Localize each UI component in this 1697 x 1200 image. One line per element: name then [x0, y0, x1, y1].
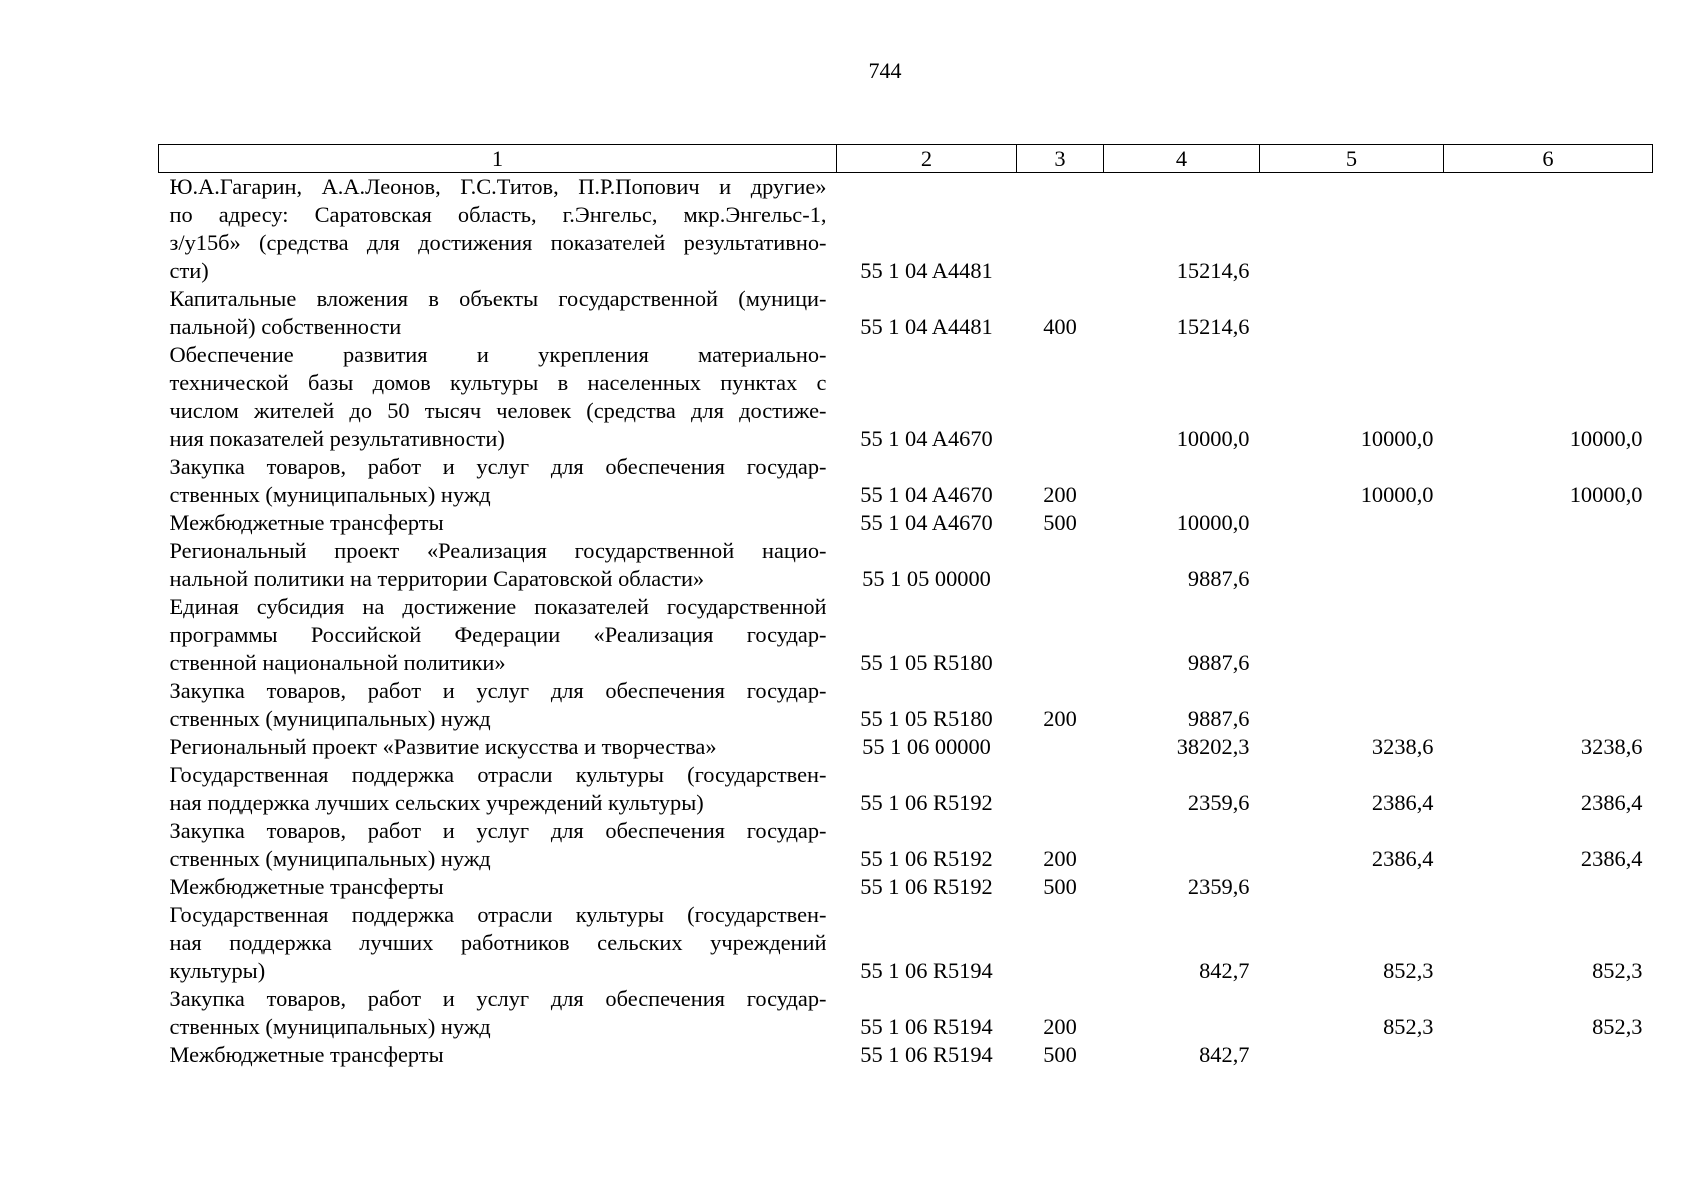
amount-year-2: 10000,0 — [1360, 482, 1434, 507]
target-article-code: 55 1 05 R5180 — [860, 706, 993, 731]
expense-type-code — [1017, 537, 1104, 593]
row-description — [159, 285, 837, 341]
description-line: Региональный проект «Реализация государственной нацио- — [169, 538, 827, 563]
expense-type-code: 200 — [1043, 482, 1077, 507]
table-row — [159, 453, 1653, 509]
table-row — [159, 537, 1653, 593]
table-row — [159, 173, 1653, 286]
table-header — [159, 145, 1653, 173]
expense-type-code — [1017, 173, 1104, 286]
description-line: ственных (муниципальных) нужд — [169, 706, 491, 731]
description-line: сти) — [169, 258, 209, 283]
amount-year-3 — [1444, 677, 1653, 733]
target-article-code: 55 1 04 A4670 — [860, 426, 993, 451]
row-description — [159, 173, 837, 286]
table-row — [159, 285, 1653, 341]
table-body — [159, 173, 1653, 1070]
table-row — [159, 1041, 1653, 1069]
description-line: ственной национальной политики» — [169, 650, 506, 675]
row-description — [159, 677, 837, 733]
target-article-code: 55 1 06 R5194 — [860, 958, 993, 983]
description-line: Межбюджетные трансферты — [169, 1042, 444, 1067]
target-article-code: 55 1 06 R5194 — [860, 1014, 993, 1039]
budget-table — [158, 144, 1653, 1069]
description-line: технической базы домов культуры в населенных пунктах с — [169, 370, 827, 395]
description-line: ния показателей результативности) — [169, 426, 505, 451]
expense-type-code — [1017, 901, 1104, 985]
table-row — [159, 733, 1653, 761]
amount-year-2: 3238,6 — [1371, 734, 1434, 759]
target-article-code: 55 1 04 A4670 — [860, 482, 993, 507]
row-description — [159, 453, 837, 509]
expense-type-code: 400 — [1043, 314, 1077, 339]
amount-year-2: 10000,0 — [1360, 426, 1434, 451]
description-line: Межбюджетные трансферты — [169, 510, 444, 535]
row-description — [159, 733, 837, 761]
target-article-code: 55 1 04 A4481 — [860, 258, 993, 283]
expense-type-code: 500 — [1043, 1042, 1077, 1067]
amount-year-3 — [1444, 873, 1653, 901]
description-line: Государственная поддержка отрасли культуры (государствен- — [169, 762, 827, 787]
expense-type-code — [1017, 593, 1104, 677]
description-line: ственных (муниципальных) нужд — [169, 1014, 491, 1039]
expense-type-code: 200 — [1043, 706, 1077, 731]
table-row — [159, 341, 1653, 453]
amount-year-2 — [1260, 677, 1444, 733]
target-article-code: 55 1 05 R5180 — [860, 650, 993, 675]
amount-year-1: 9887,6 — [1187, 650, 1250, 675]
amount-year-3: 10000,0 — [1569, 482, 1643, 507]
amount-year-2 — [1260, 873, 1444, 901]
amount-year-1 — [1104, 453, 1260, 509]
expense-type-code — [1017, 341, 1104, 453]
amount-year-3: 2386,4 — [1580, 790, 1643, 815]
amount-year-3: 852,3 — [1592, 958, 1643, 983]
description-line: Ю.А.Гагарин, А.А.Леонов, Г.С.Титов, П.Р.Попович и другие» — [169, 174, 827, 199]
description-line: числом жителей до 50 тысяч человек (средства для достиже- — [169, 398, 827, 423]
amount-year-3 — [1444, 285, 1653, 341]
amount-year-3 — [1444, 1041, 1653, 1069]
amount-year-1: 2359,6 — [1187, 790, 1250, 815]
table-row — [159, 593, 1653, 677]
amount-year-2: 2386,4 — [1371, 846, 1434, 871]
expense-type-code — [1017, 733, 1104, 761]
column-header-2: 2 — [837, 145, 1017, 173]
amount-year-1: 9887,6 — [1187, 566, 1250, 591]
table-row — [159, 985, 1653, 1041]
table-row — [159, 677, 1653, 733]
expense-type-code: 500 — [1043, 510, 1077, 535]
page-number: 744 — [868, 58, 902, 83]
column-header-3: 3 — [1017, 145, 1104, 173]
description-line: Обеспечение развития и укрепления материально- — [169, 342, 827, 367]
amount-year-3 — [1444, 593, 1653, 677]
description-line: Капитальные вложения в объекты государственной (муници- — [169, 286, 827, 311]
row-description — [159, 1041, 837, 1069]
column-header-1: 1 — [159, 145, 837, 173]
description-line: ственных (муниципальных) нужд — [169, 482, 491, 507]
expense-type-code — [1017, 761, 1104, 817]
amount-year-2 — [1260, 1041, 1444, 1069]
amount-year-2 — [1260, 285, 1444, 341]
amount-year-1: 842,7 — [1199, 1042, 1250, 1067]
expense-type-code: 200 — [1043, 1014, 1077, 1039]
amount-year-1: 15214,6 — [1176, 314, 1250, 339]
description-line: пальной) собственности — [169, 314, 402, 339]
description-line: ная поддержка лучших сельских учреждений культуры) — [169, 790, 704, 815]
row-description — [159, 341, 837, 453]
description-line: нальной политики на территории Саратовской области» — [169, 566, 705, 591]
description-line: з/у15б» (средства для достижения показателей результативно- — [169, 230, 827, 255]
description-line: Закупка товаров, работ и услуг для обеспечения государ- — [169, 818, 827, 843]
table-row — [159, 761, 1653, 817]
amount-year-1: 842,7 — [1199, 958, 1250, 983]
amount-year-2 — [1260, 173, 1444, 286]
target-article-code: 55 1 04 A4481 — [860, 314, 993, 339]
amount-year-1: 9887,6 — [1187, 706, 1250, 731]
amount-year-1: 10000,0 — [1176, 426, 1250, 451]
description-line: ная поддержка лучших работников сельских учреждений — [169, 930, 827, 955]
amount-year-2: 852,3 — [1383, 1014, 1434, 1039]
amount-year-2 — [1260, 537, 1444, 593]
description-line: Государственная поддержка отрасли культуры (государствен- — [169, 902, 827, 927]
amount-year-1 — [1104, 817, 1260, 873]
description-line: Закупка товаров, работ и услуг для обеспечения государ- — [169, 454, 827, 479]
row-description — [159, 817, 837, 873]
row-description — [159, 593, 837, 677]
amount-year-1 — [1104, 985, 1260, 1041]
amount-year-3: 852,3 — [1592, 1014, 1643, 1039]
amount-year-2: 852,3 — [1383, 958, 1434, 983]
amount-year-3: 10000,0 — [1569, 426, 1643, 451]
description-line: Закупка товаров, работ и услуг для обеспечения государ- — [169, 678, 827, 703]
amount-year-3 — [1444, 509, 1653, 537]
amount-year-1: 2359,6 — [1187, 874, 1250, 899]
amount-year-2 — [1260, 593, 1444, 677]
table-row — [159, 873, 1653, 901]
amount-year-2: 2386,4 — [1371, 790, 1434, 815]
row-description — [159, 873, 837, 901]
amount-year-1: 10000,0 — [1176, 510, 1250, 535]
target-article-code: 55 1 05 00000 — [862, 566, 991, 591]
row-description — [159, 985, 837, 1041]
target-article-code: 55 1 06 R5192 — [860, 790, 993, 815]
column-header-6: 6 — [1444, 145, 1653, 173]
description-line: ственных (муниципальных) нужд — [169, 846, 491, 871]
expense-type-code: 200 — [1043, 846, 1077, 871]
column-header-5: 5 — [1260, 145, 1444, 173]
amount-year-3 — [1444, 537, 1653, 593]
amount-year-1: 15214,6 — [1176, 258, 1250, 283]
description-line: культуры) — [169, 958, 266, 983]
table-row — [159, 509, 1653, 537]
description-line: Региональный проект «Развитие искусства и творчества» — [169, 734, 717, 759]
amount-year-3 — [1444, 173, 1653, 286]
description-line: по адресу: Саратовская область, г.Энгельс, мкр.Энгельс-1, — [169, 202, 827, 227]
amount-year-2 — [1260, 509, 1444, 537]
target-article-code: 55 1 06 R5194 — [860, 1042, 993, 1067]
column-header-4: 4 — [1104, 145, 1260, 173]
table-row — [159, 901, 1653, 985]
table-row — [159, 817, 1653, 873]
amount-year-1: 38202,3 — [1176, 734, 1250, 759]
header-row — [159, 145, 1653, 173]
amount-year-3: 2386,4 — [1580, 846, 1643, 871]
row-description — [159, 761, 837, 817]
expense-type-code: 500 — [1043, 874, 1077, 899]
description-line: Закупка товаров, работ и услуг для обеспечения государ- — [169, 986, 827, 1011]
row-description — [159, 509, 837, 537]
description-line: программы Российской Федерации «Реализация государ- — [169, 622, 827, 647]
target-article-code: 55 1 06 00000 — [862, 734, 991, 759]
amount-year-3: 3238,6 — [1580, 734, 1643, 759]
description-line: Межбюджетные трансферты — [169, 874, 444, 899]
row-description — [159, 901, 837, 985]
description-line: Единая субсидия на достижение показателей государственной — [169, 594, 827, 619]
target-article-code: 55 1 04 A4670 — [860, 510, 993, 535]
row-description — [159, 537, 837, 593]
target-article-code: 55 1 06 R5192 — [860, 874, 993, 899]
target-article-code: 55 1 06 R5192 — [860, 846, 993, 871]
